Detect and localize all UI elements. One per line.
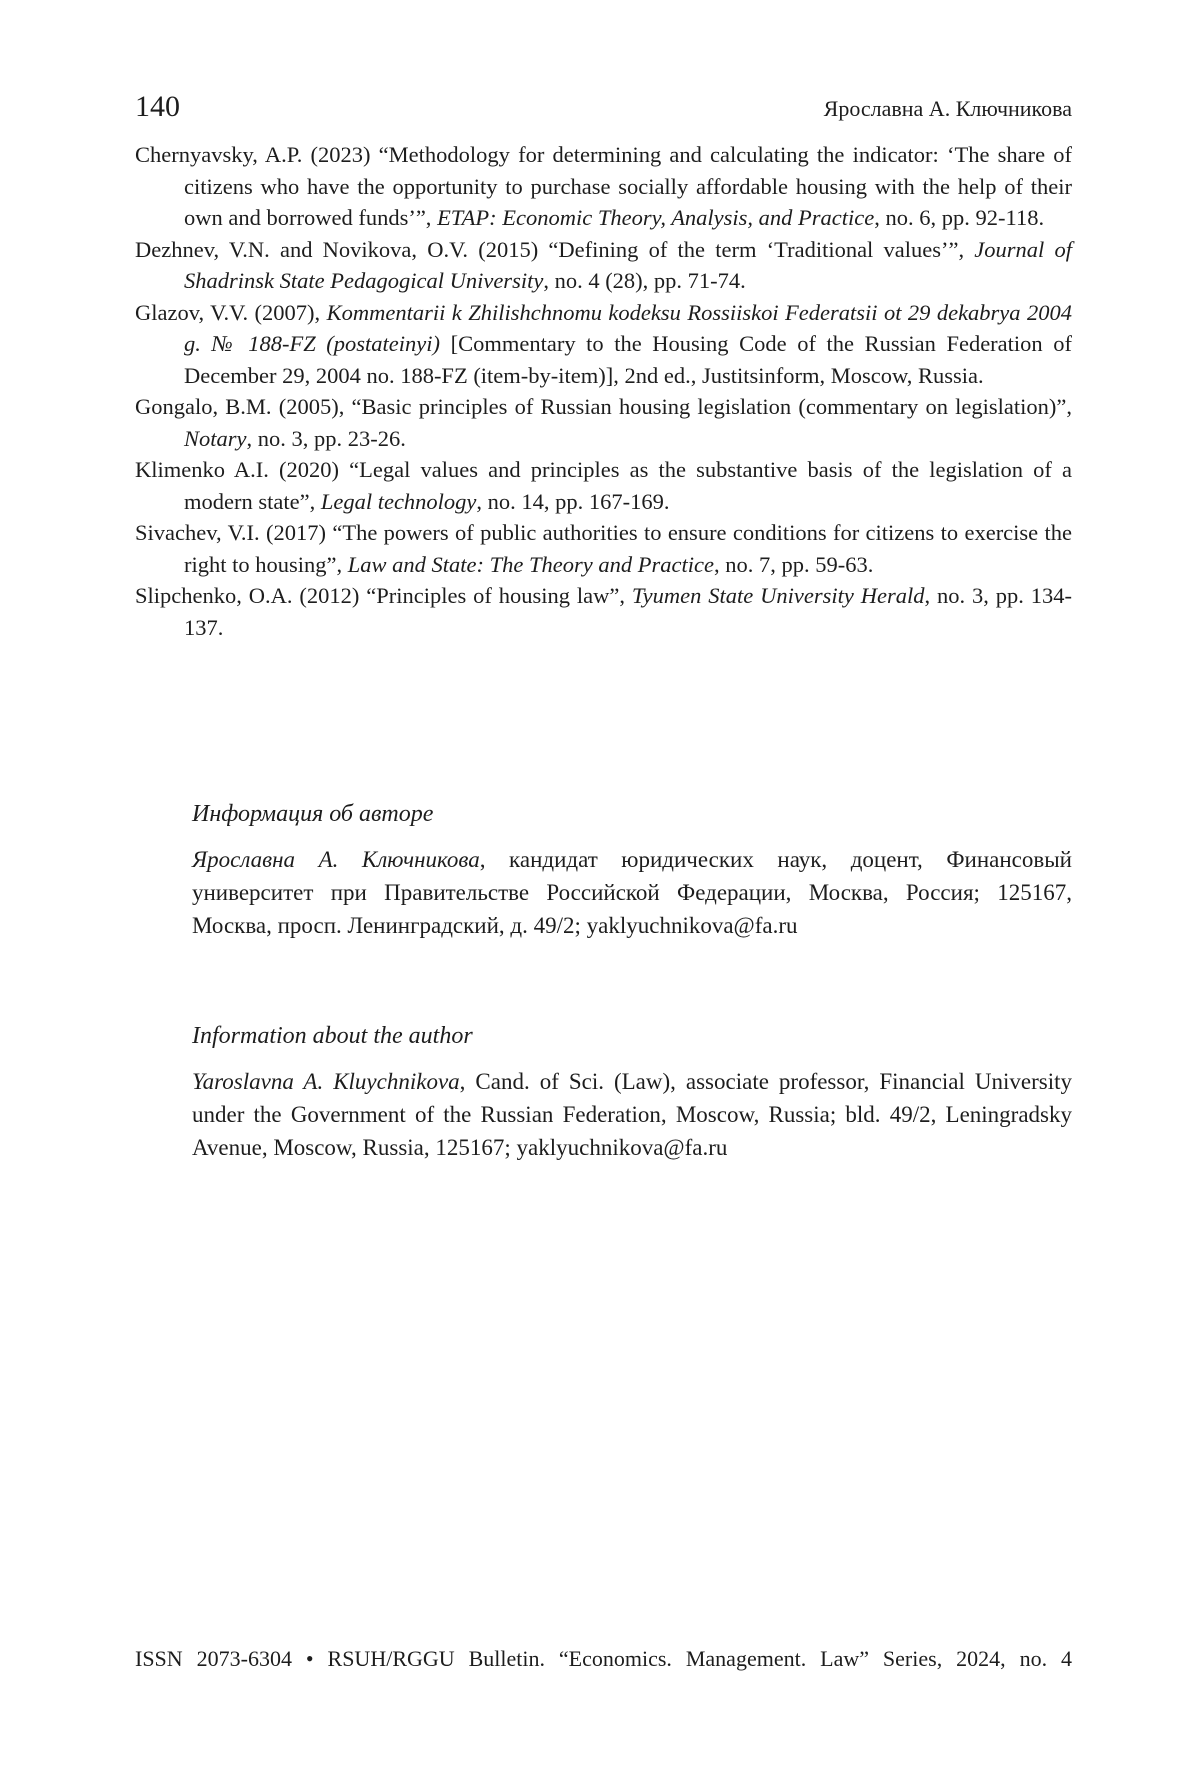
text-run: , кандидат юридических наук, доцент, Финансовый университет при Правительстве Российской Федерации, Москва, Россия; 125167, Москва, просп. Ленинградский, д. 49/2; yaklyuchnikova@fa.ru	[192, 847, 1072, 938]
text-run: , no. 14, pp. 167-169.	[476, 488, 670, 514]
text-run: , no. 6, pp. 92-118.	[874, 205, 1045, 230]
text-run: Yaroslavna A. Kluychnikova	[192, 1069, 460, 1094]
author-info-ru-paragraph	[192, 843, 1072, 942]
text-run: , Cand. of Sci. (Law), associate professor, Financial University under the Government of the Russian Federation, Moscow, Russia; bld. 49/2, Leningradsky Avenue, Moscow, Russia, 125167; yaklyuchnikova@fa.ru	[192, 1069, 1072, 1160]
text-run: [Commentary to the Housing Code of the Russian Federation of December 29, 2004 no. 188-FZ (item-by-item)], 2nd ed., Justitsinform, Moscow, Russia.	[184, 331, 1072, 388]
author-info-ru-heading: Информация об авторе	[192, 801, 434, 827]
text-run: Ярославна А. Ключникова	[192, 847, 480, 872]
text-run: Dezhnev, V.N. and Novikova, O.V. (2015) “Defining of the term ‘Traditional values’”,	[135, 236, 975, 262]
text-run: Law and State: The Theory and Practice	[347, 551, 714, 577]
reference-item	[135, 517, 1072, 580]
author-info-en-heading: Information about the author	[192, 1023, 473, 1049]
references-list	[135, 139, 1072, 643]
text-run: ETAP: Economic Theory, Analysis, and Practice	[437, 205, 875, 230]
author-info-en-section	[192, 1022, 1072, 1164]
text-run: Legal technology	[320, 488, 477, 514]
reference-item	[135, 297, 1072, 392]
text-run: Slipchenko, O.A. (2012) “Principles of housing law”,	[135, 583, 632, 608]
text-run: , no. 3, pp. 23-26.	[246, 425, 406, 451]
reference-item	[135, 139, 1072, 234]
text-run: Glazov, V.V. (2007),	[135, 299, 327, 325]
author-info-ru-section	[192, 800, 1072, 942]
running-head-author: Ярославна А. Ключникова	[823, 96, 1072, 121]
text-run: Chernyavsky, A.P. (2023) “Methodology for determining and calculating the indicator: ‘The share of citizens who have the opportunity to purchase socially affordable housing with the help of their own and borrowed funds’”,	[135, 142, 1072, 230]
page-header	[135, 90, 1072, 130]
text-run: , no. 7, pp. 59-63.	[713, 551, 874, 577]
page-number: 140	[135, 90, 180, 123]
text-run: Journal of Shadrinsk State Pedagogical University	[184, 236, 1072, 293]
text-run: Notary	[184, 425, 247, 451]
page-footer: ISSN 2073-6304 • RSUH/RGGU Bulletin. “Economics. Management. Law” Series, 2024, no. 4	[135, 1646, 1072, 1671]
reference-item	[135, 454, 1072, 517]
text-run: Tyumen State University Herald	[631, 583, 925, 608]
text-run: Sivachev, V.I. (2017) “The powers of public authorities to ensure conditions for citizens to exercise the right to housing”,	[135, 520, 1072, 577]
author-info-en-paragraph	[192, 1065, 1072, 1164]
text-run: Gongalo, B.M. (2005), “Basic principles of Russian housing legislation (commentary on legislation)”,	[135, 394, 1072, 419]
text-run: , no. 3, pp. 134-137.	[184, 583, 1073, 640]
text-run: Kommentarii k Zhilishchnomu kodeksu Rossiiskoi Federatsii ot 29 dekabrya 2004 g. № 188-FZ (postateinyi)	[184, 299, 1072, 356]
reference-item	[135, 580, 1072, 643]
text-run: Klimenko A.I. (2020) “Legal values and principles as the substantive basis of the legislation of a modern state”,	[135, 457, 1072, 514]
text-run: , no. 4 (28), pp. 71-74.	[543, 268, 746, 293]
reference-item	[135, 391, 1072, 454]
reference-item	[135, 234, 1072, 297]
